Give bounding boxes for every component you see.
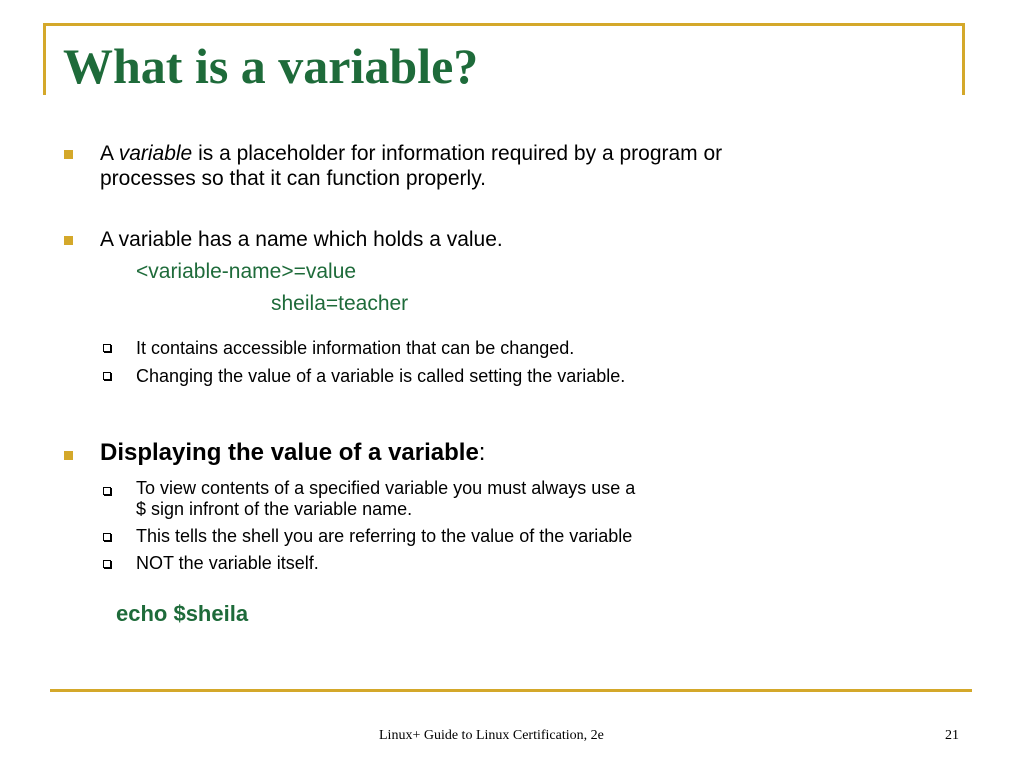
title-frame-left xyxy=(43,23,46,95)
sub-bullet-3-line-2: $ sign infront of the variable name. xyxy=(136,499,413,519)
bullet-square-icon xyxy=(64,150,73,159)
hollow-square-icon xyxy=(103,487,111,495)
bullet-1-text xyxy=(100,141,722,166)
bullet-3-bold: Displaying the value of a variable xyxy=(100,439,479,466)
bullet-3-text xyxy=(100,439,485,467)
hollow-square-icon xyxy=(103,533,111,541)
sub-bullet-3-line-1: To view contents of a specified variable you must always use a xyxy=(136,478,636,498)
sub-bullet-5-text: NOT the variable itself. xyxy=(136,553,319,573)
sub-bullet-1-text: It contains accessible information that can be changed. xyxy=(136,338,575,358)
footer-divider xyxy=(50,689,972,692)
hollow-square-icon xyxy=(103,560,111,568)
bullet-square-icon xyxy=(64,236,73,245)
slide-title: What is a variable? xyxy=(63,38,479,94)
sub-bullet-2-text: Changing the value of a variable is called setting the variable. xyxy=(136,366,626,386)
page-number: 21 xyxy=(945,728,959,743)
hollow-square-icon xyxy=(103,372,111,380)
bullet-square-icon xyxy=(64,451,73,460)
code-line-2: sheila=teacher xyxy=(271,292,409,315)
bullet-1-prefix: A xyxy=(100,142,119,165)
bullet-1-italic: variable xyxy=(118,142,193,165)
bullet-3-colon: : xyxy=(478,439,486,466)
echo-command: echo $sheila xyxy=(116,601,249,626)
code-line-1: <variable-name>=value xyxy=(136,260,357,283)
footer-text: Linux+ Guide to Linux Certification, 2e xyxy=(379,728,604,743)
hollow-square-icon xyxy=(103,344,111,352)
bullet-1-suffix: is a placeholder for information required by a program or xyxy=(192,142,723,165)
sub-bullet-4-text: This tells the shell you are referring to the value of the variable xyxy=(136,526,633,546)
bullet-1-line-2: processes so that it can function properly. xyxy=(100,167,486,190)
title-frame-top xyxy=(43,23,964,26)
bullet-2-text: A variable has a name which holds a value. xyxy=(100,228,503,251)
title-frame-right xyxy=(962,23,965,95)
